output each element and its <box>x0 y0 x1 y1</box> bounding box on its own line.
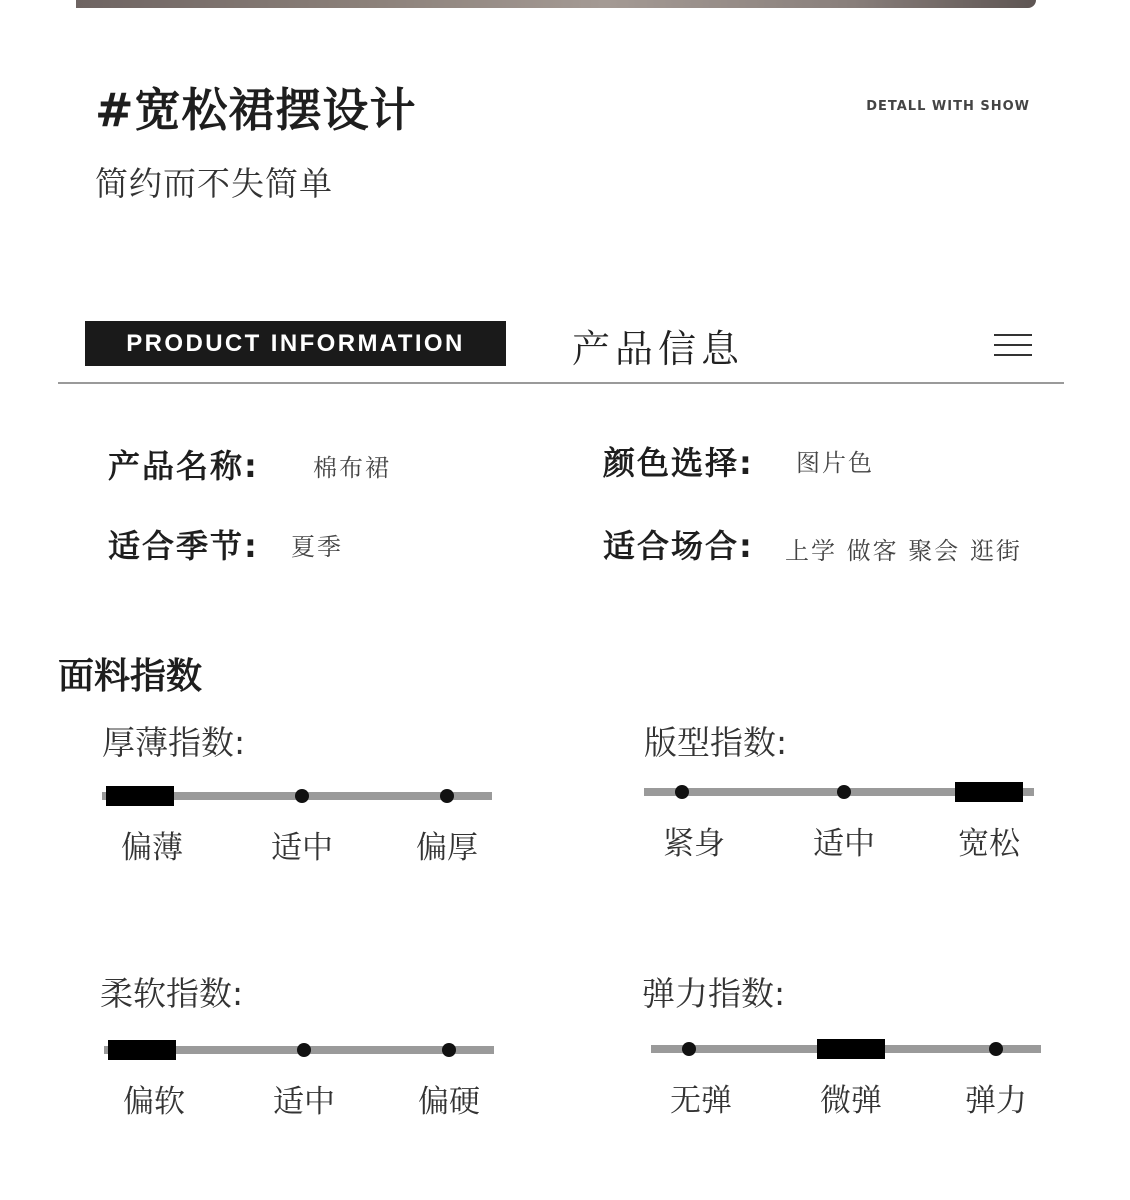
softness-index-label: 柔软指数: <box>100 974 244 1013</box>
scale-option-label: 弹力 <box>965 1083 1027 1119</box>
product-name-label: 产品名称: <box>108 447 259 485</box>
season-label: 适合季节: <box>108 527 259 565</box>
section-divider <box>58 382 1064 384</box>
scale-selected-marker <box>817 1039 885 1059</box>
scale-option-label: 无弹 <box>670 1083 732 1119</box>
scale-option-label: 适中 <box>813 826 875 862</box>
scale-selected-marker <box>108 1040 176 1060</box>
thickness-index-label: 厚薄指数: <box>102 723 246 762</box>
scale-dot <box>440 789 454 803</box>
scale-option-label: 适中 <box>271 830 333 866</box>
fit-index-label: 版型指数: <box>644 723 788 762</box>
product-name-value: 棉布裙 <box>313 454 391 482</box>
hero-title: #宽松裙摆设计 <box>95 83 417 137</box>
menu-line <box>994 344 1032 346</box>
scale-option-label: 偏软 <box>123 1084 185 1120</box>
scale-dot <box>675 785 689 799</box>
scale-dot <box>295 789 309 803</box>
elasticity-scale <box>651 1035 1041 1125</box>
scale-option-label: 紧身 <box>663 826 725 862</box>
hamburger-icon[interactable] <box>994 334 1032 358</box>
scale-option-label: 微弹 <box>820 1083 882 1119</box>
menu-line <box>994 334 1032 336</box>
hero-subtitle: 简约而不失简单 <box>95 164 333 203</box>
scale-dot <box>682 1042 696 1056</box>
occasion-label: 适合场合: <box>603 527 754 565</box>
scale-option-label: 偏硬 <box>418 1084 480 1120</box>
fit-scale <box>644 778 1034 868</box>
top-photo-strip <box>76 0 1036 8</box>
menu-line <box>994 354 1032 356</box>
scale-selected-marker <box>955 782 1023 802</box>
scale-selected-marker <box>106 786 174 806</box>
scale-dot <box>297 1043 311 1057</box>
scale-option-label: 偏厚 <box>416 830 478 866</box>
elasticity-index-label: 弹力指数: <box>642 974 786 1013</box>
scale-dot <box>837 785 851 799</box>
season-value: 夏季 <box>291 533 343 561</box>
scale-option-label: 适中 <box>273 1084 335 1120</box>
hero-detail-caption: DETALL WITH SHOW <box>866 99 1030 114</box>
product-information-banner: PRODUCT INFORMATION <box>85 321 506 366</box>
color-choice-label: 颜色选择: <box>603 444 754 482</box>
thickness-scale <box>102 782 492 872</box>
scale-dot <box>989 1042 1003 1056</box>
fabric-index-heading: 面料指数 <box>58 656 203 697</box>
softness-scale <box>104 1036 494 1126</box>
scale-dot <box>442 1043 456 1057</box>
scale-option-label: 宽松 <box>958 826 1020 862</box>
product-information-title: 产品信息 <box>572 327 745 371</box>
scale-option-label: 偏薄 <box>121 830 183 866</box>
color-choice-value: 图片色 <box>796 449 874 477</box>
occasion-value: 上学 做客 聚会 逛街 <box>785 537 1022 565</box>
